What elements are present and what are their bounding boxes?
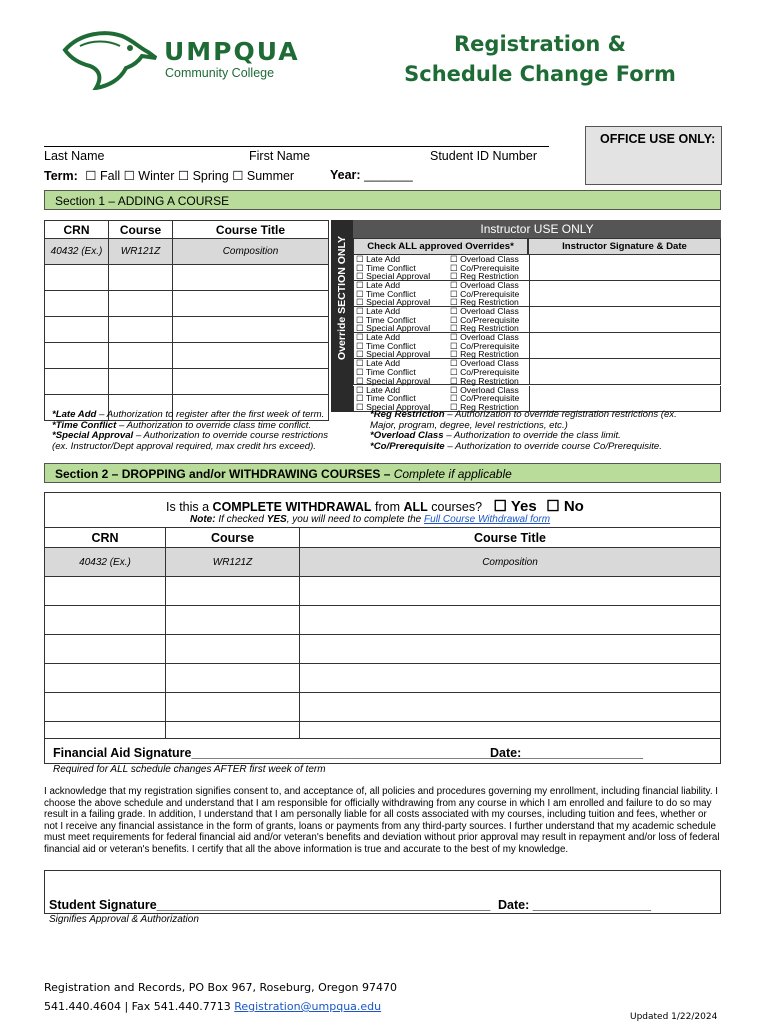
override-checkbox[interactable]: ☐ Overload Class <box>450 358 519 369</box>
table-row <box>45 664 721 693</box>
override-row <box>353 255 721 281</box>
instructor-signature-cell[interactable] <box>529 255 721 280</box>
student-date-field[interactable]: Date: _________________ <box>498 898 651 912</box>
note-text: – Authorization to override the class limit. <box>443 430 621 441</box>
override-checkbox[interactable]: ☐ Co/Prerequisite <box>450 366 520 377</box>
term-row <box>44 168 294 183</box>
override-checkbox[interactable]: ☐ Late Add <box>356 254 401 264</box>
year-field[interactable] <box>330 168 413 182</box>
course-cell[interactable] <box>166 577 300 606</box>
table-row <box>45 265 329 291</box>
override-checkbox[interactable]: ☐ Special Approval <box>356 401 431 412</box>
override-checkbox[interactable]: ☐ Overload Class <box>450 306 519 317</box>
table-row <box>45 693 721 722</box>
override-checkbox[interactable]: ☐ Reg Restriction <box>450 323 519 334</box>
override-vertical-label: Override SECTION ONLY <box>336 236 348 360</box>
override-checkbox[interactable]: ☐ Reg Restriction <box>450 375 519 386</box>
example-title: Composition <box>173 239 329 265</box>
override-right-options <box>450 255 519 281</box>
crn-cell[interactable] <box>45 369 109 395</box>
override-rows <box>353 255 721 412</box>
override-row <box>353 307 721 333</box>
override-checkbox[interactable]: ☐ Special Approval <box>356 375 431 386</box>
title-cell[interactable] <box>173 317 329 343</box>
question-text: courses? <box>427 500 483 514</box>
override-left-options <box>356 386 430 412</box>
section2-subtitle: Complete if applicable <box>393 467 512 481</box>
override-right-options <box>450 359 519 385</box>
section1-notes-right <box>370 410 720 452</box>
override-checkbox[interactable]: ☐ Time Conflict <box>356 340 416 351</box>
footer-address <box>44 978 397 1016</box>
first-name-label: First Name <box>249 149 311 163</box>
override-checkbox[interactable]: ☐ Time Conflict <box>356 288 416 299</box>
note-key: *Time Conflict <box>52 419 117 431</box>
crn-cell[interactable] <box>45 635 166 664</box>
col-course: Course <box>166 528 300 548</box>
student-signature-field[interactable]: Student Signature________________________________________________ <box>49 898 491 912</box>
term-summer-checkbox[interactable]: ☐ Summer <box>232 169 295 183</box>
note-text: – Authorization to register after the first week of term. <box>96 409 325 420</box>
override-checkbox[interactable]: ☐ Co/Prerequisite <box>450 262 520 273</box>
no-checkbox[interactable]: ☐ No <box>546 498 584 515</box>
fa-signature-field[interactable]: Financial Aid Signature________________________________________________ <box>53 746 526 760</box>
override-checkbox[interactable]: ☐ Late Add <box>356 332 401 343</box>
fa-note: Required for ALL schedule changes AFTER first week of term <box>53 764 326 775</box>
section2-course-table <box>44 527 721 751</box>
crn-cell[interactable] <box>45 343 109 369</box>
title-cell[interactable] <box>173 343 329 369</box>
title-line1: Registration & <box>454 32 626 56</box>
override-row <box>353 359 721 385</box>
form-title <box>395 29 685 89</box>
override-checkbox[interactable]: ☐ Reg Restriction <box>450 349 519 360</box>
section1-course-table <box>44 220 329 421</box>
table-row <box>45 577 721 606</box>
title-cell[interactable] <box>300 664 721 693</box>
col-course-title: Course Title <box>173 221 329 239</box>
title-cell[interactable] <box>173 369 329 395</box>
note-label: Note: <box>190 514 216 525</box>
course-cell[interactable] <box>109 265 173 291</box>
instructor-signature-cell[interactable] <box>529 386 721 411</box>
table-row <box>45 291 329 317</box>
override-checkbox[interactable]: ☐ Overload Class <box>450 280 519 291</box>
note-yes: YES <box>266 514 287 525</box>
note-key: *Reg Restriction <box>370 409 445 420</box>
col-course-title: Course Title <box>300 528 721 548</box>
override-checkbox[interactable]: ☐ Late Add <box>356 358 401 369</box>
override-checkbox[interactable]: ☐ Late Add <box>356 384 401 395</box>
override-checkbox[interactable]: ☐ Co/Prerequisite <box>450 288 520 299</box>
example-course: WR121Z <box>166 548 300 577</box>
office-use-box: OFFICE USE ONLY: <box>585 126 722 185</box>
fa-date-field[interactable]: Date: _________________ <box>490 746 643 760</box>
footer-address-line: Registration and Records, PO Box 967, Roseburg, Oregon 97470 <box>44 981 397 994</box>
withdrawal-question <box>166 497 584 515</box>
override-checkbox[interactable]: ☐ Time Conflict <box>356 262 416 273</box>
override-checkbox[interactable]: ☐ Special Approval <box>356 271 431 282</box>
section2-title: Section 2 – DROPPING and/or WITHDRAWING COURSES – <box>55 467 394 481</box>
note-text: Major, program, degree, level restrictions, etc.) <box>370 419 568 431</box>
note-key: *Special Approval <box>52 430 134 441</box>
override-left-options <box>356 255 430 281</box>
note-key: *Late Add <box>52 409 97 420</box>
question-bold: ALL <box>403 500 428 514</box>
example-crn: 40432 (Ex.) <box>45 548 166 577</box>
course-cell[interactable] <box>109 343 173 369</box>
override-checkbox[interactable]: ☐ Time Conflict <box>356 314 416 325</box>
override-left-options <box>356 307 430 333</box>
logo-subtitle: Community College <box>165 66 275 80</box>
withdrawal-note <box>190 514 550 525</box>
override-right-options <box>450 386 519 412</box>
note-key: *Co/Prerequisite <box>370 440 445 452</box>
override-checkbox[interactable]: ☐ Overload Class <box>450 384 519 395</box>
eagle-logo <box>60 28 160 90</box>
crn-cell[interactable] <box>45 693 166 722</box>
table-row <box>45 317 329 343</box>
override-checkbox[interactable]: ☐ Late Add <box>356 280 401 291</box>
question-text: from <box>371 500 404 514</box>
term-winter-checkbox[interactable]: ☐ Winter <box>123 169 175 183</box>
instructor-signature-cell[interactable] <box>529 307 721 332</box>
note-key: *Overload Class <box>370 430 444 441</box>
note-text: – Authorization to override class time conflict. <box>116 419 312 431</box>
check-overrides-header: Check ALL approved Overrides* <box>353 238 528 255</box>
note-text: If checked <box>215 514 267 525</box>
course-cell[interactable] <box>109 291 173 317</box>
table-row <box>45 635 721 664</box>
crn-cell[interactable] <box>45 664 166 693</box>
title-cell[interactable] <box>173 291 329 317</box>
note-text: (ex. Instructor/Dept approval required, max credit hrs exceed). <box>52 440 316 452</box>
student-signature-note: Signifies Approval & Authorization <box>49 914 199 925</box>
logo-wordmark: UMPQUA <box>164 37 300 66</box>
override-left-options <box>356 281 430 307</box>
override-checkbox[interactable]: ☐ Time Conflict <box>356 366 416 377</box>
course-cell[interactable] <box>166 664 300 693</box>
question-bold: COMPLETE WITHDRAWAL <box>212 500 372 514</box>
yes-checkbox[interactable]: ☐ Yes <box>493 498 537 515</box>
term-spring-checkbox[interactable]: ☐ Spring <box>177 169 229 183</box>
instructor-signature-cell[interactable] <box>529 359 721 384</box>
footer-phone: 541.440.4604 | Fax 541.440.7713 <box>44 1000 235 1013</box>
year-label: Year: <box>330 168 361 182</box>
col-crn: CRN <box>45 221 109 239</box>
override-checkbox[interactable]: ☐ Reg Restriction <box>450 297 519 308</box>
name-line[interactable] <box>44 146 549 147</box>
override-checkbox[interactable]: ☐ Co/Prerequisite <box>450 393 520 404</box>
override-right-options <box>450 333 519 359</box>
override-row <box>353 386 721 412</box>
full-withdrawal-link[interactable]: Full Course Withdrawal form <box>424 514 551 525</box>
crn-cell[interactable] <box>45 265 109 291</box>
instructor-use-header: Instructor USE ONLY <box>353 220 721 238</box>
crn-cell[interactable] <box>45 577 166 606</box>
year-value: _______ <box>364 168 413 182</box>
note-text: – Authorization to override course Co/Prerequisite. <box>444 440 662 452</box>
example-title: Composition <box>300 548 721 577</box>
override-checkbox[interactable]: ☐ Reg Restriction <box>450 271 519 282</box>
override-checkbox[interactable]: ☐ Overload Class <box>450 254 519 264</box>
override-checkbox[interactable]: ☐ Co/Prerequisite <box>450 314 520 325</box>
title-line2: Schedule Change Form <box>404 62 676 86</box>
override-checkbox[interactable]: ☐ Late Add <box>356 306 401 317</box>
table-row <box>45 369 329 395</box>
acknowledgement-text: I acknowledge that my registration signifies consent to, and acceptance of, all policies and procedures governing my enrollment, including financial liability. I choose the above schedule and understand that I am responsible for officially withdrawing from any course in which I am enrolled and failure to do so may result in a failing grade. In addition, I understand that I am personally liable for all costs associated with my courses, including tuition and fees, whether or not I receive any financial assistance in the form of grants, loans or payments from any third-party sources. I further understand that my academic schedule must meet requirements for federal financial aid and/or veteran's benefits and deviation without prior approval may result in repayment and/or loss of federal financial aid or veteran's benefits. I certify that all the above information is true and accurate to the best of my knowledge. <box>44 786 720 855</box>
instructor-signature-header: Instructor Signature & Date <box>528 238 721 255</box>
override-left-options <box>356 333 430 359</box>
note-text: – Authorization to override registration restrictions (ex. <box>444 409 677 420</box>
override-checkbox[interactable]: ☐ Special Approval <box>356 323 431 334</box>
override-checkbox[interactable]: ☐ Time Conflict <box>356 393 416 404</box>
crn-cell[interactable] <box>45 291 109 317</box>
title-cell[interactable] <box>300 693 721 722</box>
col-crn: CRN <box>45 528 166 548</box>
override-right-options <box>450 281 519 307</box>
question-text: Is this a <box>166 500 213 514</box>
override-checkbox[interactable]: ☐ Special Approval <box>356 349 431 360</box>
example-course: WR121Z <box>109 239 173 265</box>
crn-cell[interactable] <box>45 606 166 635</box>
title-cell[interactable] <box>173 265 329 291</box>
section1-notes-left <box>52 410 362 452</box>
course-cell[interactable] <box>166 635 300 664</box>
term-label: Term: <box>44 169 78 183</box>
example-crn: 40432 (Ex.) <box>45 239 109 265</box>
override-row <box>353 281 721 307</box>
override-checkbox[interactable]: ☐ Overload Class <box>450 332 519 343</box>
title-cell[interactable] <box>300 577 721 606</box>
override-left-options <box>356 359 430 385</box>
override-checkbox[interactable]: ☐ Co/Prerequisite <box>450 340 520 351</box>
title-cell[interactable] <box>300 635 721 664</box>
footer-email-link[interactable]: Registration@umpqua.edu <box>234 1000 382 1013</box>
course-cell[interactable] <box>109 317 173 343</box>
instructor-signature-cell[interactable] <box>529 333 721 358</box>
updated-date: Updated 1/22/2024 <box>630 1012 718 1022</box>
note-text: , you will need to complete the <box>286 514 425 525</box>
course-cell[interactable] <box>166 693 300 722</box>
crn-cell[interactable] <box>45 317 109 343</box>
override-checkbox[interactable]: ☐ Special Approval <box>356 297 431 308</box>
instructor-signature-cell[interactable] <box>529 281 721 306</box>
section1-header: Section 1 – ADDING A COURSE <box>44 190 721 210</box>
course-cell[interactable] <box>166 606 300 635</box>
student-id-label: Student ID Number <box>430 149 537 163</box>
override-checkbox[interactable]: ☐ Reg Restriction <box>450 401 519 412</box>
course-cell[interactable] <box>109 369 173 395</box>
section2-header <box>44 463 721 483</box>
title-cell[interactable] <box>300 606 721 635</box>
override-right-options <box>450 307 519 333</box>
table-row <box>45 343 329 369</box>
term-fall-checkbox[interactable]: ☐ Fall <box>85 169 121 183</box>
table-row <box>45 606 721 635</box>
note-text: – Authorization to override course restrictions <box>133 430 329 441</box>
col-course: Course <box>109 221 173 239</box>
last-name-label: Last Name <box>44 149 105 163</box>
override-row <box>353 333 721 359</box>
